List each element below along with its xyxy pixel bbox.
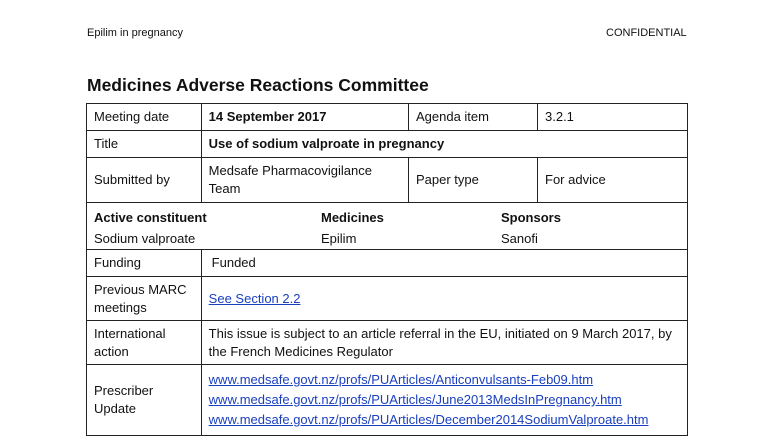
table-row-international-action xyxy=(87,321,688,365)
document-title: Medicines Adverse Reactions Committee xyxy=(87,75,429,95)
agenda-item-value: 3.2.1 xyxy=(538,104,688,131)
sponsors-value: Sanofi xyxy=(501,231,538,246)
prescriber-update-link[interactable]: www.medsafe.govt.nz/profs/PUArticles/Anticonvulsants-Feb09.htm xyxy=(208,372,594,387)
submitted-by-value: Medsafe Pharmacovigilance Team xyxy=(201,158,408,203)
title-value: Use of sodium valproate in pregnancy xyxy=(201,131,687,158)
international-action-value: This issue is subject to an article referral in the EU, initiated on 9 March 2017, by the French Medicines Regulator xyxy=(201,321,687,365)
prescriber-update-links xyxy=(201,365,687,436)
submitted-by-label: Submitted by xyxy=(87,158,202,203)
sponsors-label: Sponsors xyxy=(501,210,561,225)
active-constituent-value: Sodium valproate xyxy=(94,231,196,246)
funding-label: Funding xyxy=(87,250,202,277)
constituents-cell xyxy=(87,203,688,250)
title-label: Title xyxy=(87,131,202,158)
prescriber-update-link[interactable]: www.medsafe.govt.nz/profs/PUArticles/December2014SodiumValproate.htm xyxy=(208,412,649,427)
table-row-previous-marc xyxy=(87,277,688,321)
paper-type-label: Paper type xyxy=(408,158,537,203)
medicines-value: Epilim xyxy=(321,231,357,246)
prescriber-update-link[interactable]: www.medsafe.govt.nz/profs/PUArticles/June2013MedsInPregnancy.htm xyxy=(208,392,622,407)
previous-marc-label: Previous MARC meetings xyxy=(87,277,202,321)
paper-type-value: For advice xyxy=(538,158,688,203)
table-row-funding xyxy=(87,250,688,277)
table-row-constituents xyxy=(87,203,688,250)
meeting-info-table xyxy=(86,103,688,436)
medicines-label: Medicines xyxy=(321,210,384,225)
confidential-label: CONFIDENTIAL xyxy=(606,27,687,39)
see-section-link[interactable]: See Section 2.2 xyxy=(208,290,301,306)
table-row-prescriber-update xyxy=(87,365,688,436)
active-constituent-label: Active constituent xyxy=(94,210,207,225)
prescriber-update-label: Prescriber Update xyxy=(87,365,202,436)
meeting-date-value: 14 September 2017 xyxy=(201,104,408,131)
international-action-label: International action xyxy=(87,321,202,365)
meeting-date-label: Meeting date xyxy=(87,104,202,131)
table-row-title xyxy=(87,131,688,158)
table-row-meeting-date xyxy=(87,104,688,131)
running-header-title: Epilim in pregnancy xyxy=(87,27,183,39)
previous-marc-cell xyxy=(201,277,687,321)
table-row-submitted-by xyxy=(87,158,688,203)
agenda-item-label: Agenda item xyxy=(408,104,537,131)
funding-value: Funded xyxy=(201,250,687,277)
